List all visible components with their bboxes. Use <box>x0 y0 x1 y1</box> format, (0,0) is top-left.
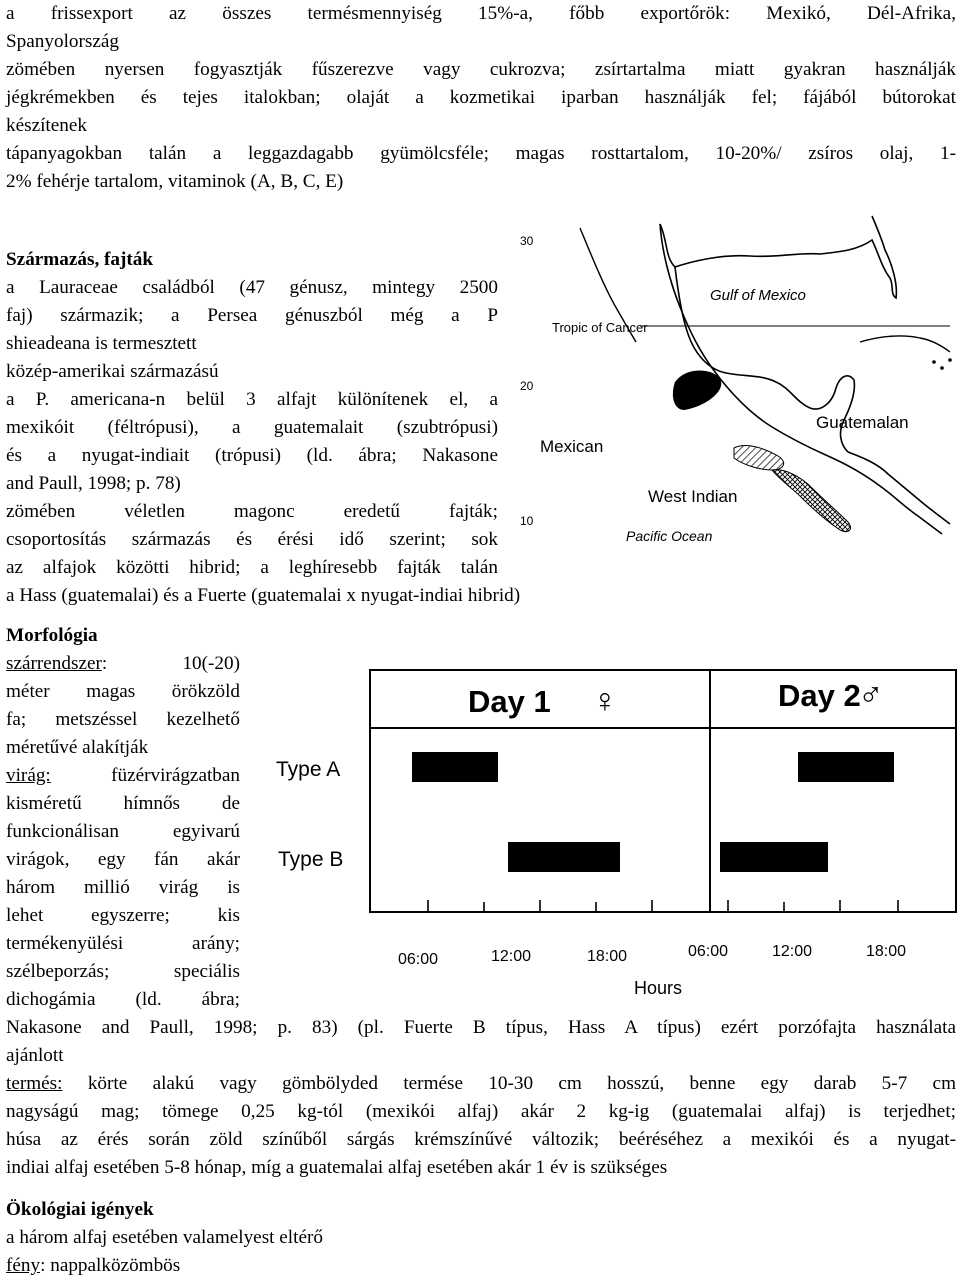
flower-line: szélbeporzás; speciális <box>6 961 240 982</box>
fruit-line: nagyságú mag; tömege 0,25 kg-tól (mexikói alfaj) akár 2 kg-ig (guatemalai alfaj) is terjedhet; <box>6 1101 956 1122</box>
avocado-origin-map <box>510 212 960 570</box>
flower-line: kisméretű hímnős de <box>6 793 240 814</box>
shoot-line <box>6 650 240 678</box>
origin-line: mexikóit (féltrópusi), a guatemalait (szubtrópusi) <box>6 417 498 438</box>
intro-line: 2% fehérje tartalom, vitaminok (A, B, C, E) <box>6 171 344 192</box>
lat-label-30: 30 <box>520 234 534 248</box>
x-axis-label: Hours <box>634 978 683 998</box>
ecology-section <box>6 1196 956 1280</box>
intro-line: tápanyagokban talán a leggazdagabb gyümölcsféle; magas rosttartalom, 10-20%/ zsíros olaj, 1- <box>6 143 956 164</box>
pacific-label: Pacific Ocean <box>626 528 713 544</box>
gulf-label: Gulf of Mexico <box>710 287 806 304</box>
lat-label-10: 10 <box>520 514 534 528</box>
origin-heading: Származás, fajták <box>6 249 154 270</box>
intro-line: zömében nyersen fogyasztják fűszerezve vagy cukrozva; zsírtartalma miatt gyakran használják <box>6 59 956 80</box>
flower-term: virág: <box>6 765 51 786</box>
flower-line: lehet egyszerre; kis <box>6 905 240 926</box>
origin-line: közép-amerikai származású <box>6 361 219 382</box>
tick-label: 18:00 <box>587 948 628 965</box>
flower-line: virágok, egy fán akár <box>6 849 240 870</box>
island-dot <box>932 360 936 364</box>
day1-heading: Day 1 <box>468 684 551 719</box>
flower-line: dichogámia (ld. ábra; <box>6 989 240 1010</box>
bar-type-a-male <box>798 752 894 782</box>
origin-line: faj) származik; a Persea génuszból még a P <box>6 305 498 326</box>
continue-line: ajánlott <box>6 1045 64 1066</box>
morph-continuation <box>6 1014 956 1182</box>
west-indian-label: West Indian <box>648 487 738 506</box>
tick-label: 06:00 <box>688 943 729 960</box>
intro-line: Spanyolország <box>6 31 119 52</box>
ecology-line: a három alfaj esetében valamelyest eltérő <box>6 1227 323 1248</box>
island-dot <box>948 358 952 362</box>
mexico-coastline <box>660 224 828 456</box>
continue-line: Nakasone and Paull, 1998; p. 83) (pl. Fuerte B típus, Hass A típus) ezért porzófajta használata <box>6 1017 956 1038</box>
bar-type-b-male <box>720 842 828 872</box>
cuba-island <box>860 336 950 352</box>
lat-label-20: 20 <box>520 379 534 393</box>
tropic-label: Tropic of Cancer <box>552 320 648 335</box>
dichogamy-chart <box>258 664 958 1000</box>
island-dot <box>940 366 944 370</box>
flower-text: füzérvirágzatban <box>50 765 240 786</box>
fruit-line: húsa az érés során zöld színűből sárgás krémszínűvé változik; beéréséhez a mexikói és a nyugat- <box>6 1129 956 1150</box>
bar-type-b-female <box>508 842 620 872</box>
origin-section <box>6 246 521 610</box>
tick-label: 18:00 <box>866 943 907 960</box>
intro-paragraph <box>6 0 956 196</box>
shoot-line: fa; metszéssel kezelhető <box>6 709 240 730</box>
ecology-heading: Ökológiai igények <box>6 1199 154 1220</box>
intro-line: a frissexport az összes termésmennyiség 15%-a, főbb exportőrök: Mexikó, Dél-Afrika, <box>6 3 956 24</box>
tick-label: 12:00 <box>772 943 813 960</box>
type-a-label: Type A <box>276 758 341 781</box>
intro-line: készítenek <box>6 115 87 136</box>
origin-line: és a nyugat-indiait (trópusi) (ld. ábra; Nakasone <box>6 445 498 466</box>
shoot-line: méter magas örökzöld <box>6 681 240 702</box>
bar-type-a-female <box>412 752 498 782</box>
type-b-label: Type B <box>278 848 344 871</box>
shoot-term: szárrendszer <box>6 653 102 674</box>
light-text: : nappalközömbös <box>40 1255 181 1276</box>
us-coastline <box>660 216 896 298</box>
shoot-text: : 10(-20) <box>101 653 240 674</box>
origin-line: a Hass (guatemalai) és a Fuerte (guatemalai x nyugat-indiai hibrid) <box>6 585 521 606</box>
origin-line: csoportosítás származás és érési idő szerint; sok <box>6 529 498 550</box>
origin-line: shieadeana is termesztett <box>6 333 197 354</box>
male-symbol: ♂ <box>858 676 884 714</box>
flower-line: három millió virág is <box>6 877 240 898</box>
fruit-line <box>6 1070 956 1098</box>
flower-line: termékenyülési arány; <box>6 933 240 954</box>
tick-label: 12:00 <box>491 948 532 965</box>
fruit-term: termés: <box>6 1073 63 1094</box>
fruit-line: indiai alfaj esetében 5-8 hónap, míg a guatemalai alfaj esetében akár 1 év is szükséges <box>6 1157 668 1178</box>
origin-line: zömében véletlen magonc eredetű fajták; <box>6 501 498 522</box>
light-term: fény <box>6 1255 41 1276</box>
guatemalan-label: Guatemalan <box>816 413 909 432</box>
tick-marks <box>428 900 898 912</box>
flower-line <box>6 762 240 790</box>
intro-line: jégkrémekben és tejes italokban; olaját a kozmetikai iparban használják fel; fájából bútorokat <box>6 87 956 108</box>
west-indian-region <box>772 470 850 532</box>
origin-line: az alfajok közötti hibrid; a leghíresebb fajták talán <box>6 557 498 578</box>
origin-line: a P. americana-n belül 3 alfajt különítenek el, a <box>6 389 498 410</box>
origin-line: a Lauraceae családból (47 génusz, mintegy 2500 <box>6 277 498 298</box>
light-line <box>6 1252 956 1280</box>
mexican-region <box>673 370 721 410</box>
origin-line: and Paull, 1998; p. 78) <box>6 473 181 494</box>
female-symbol: ♀ <box>592 682 618 720</box>
tick-label: 06:00 <box>398 951 439 968</box>
mexican-label: Mexican <box>540 437 604 456</box>
day2-heading: Day 2 <box>778 678 861 713</box>
morph-left-column <box>6 650 240 1014</box>
fruit-text: körte alakú vagy gömbölyded termése 10-30 cm hosszú, benne egy darab 5-7 cm <box>62 1073 956 1094</box>
shoot-line: méretűvé alakítják <box>6 737 149 758</box>
flower-line: funkcionálisan egyivarú <box>6 821 240 842</box>
guatemalan-region <box>734 446 784 470</box>
morph-heading: Morfológia <box>6 625 98 646</box>
